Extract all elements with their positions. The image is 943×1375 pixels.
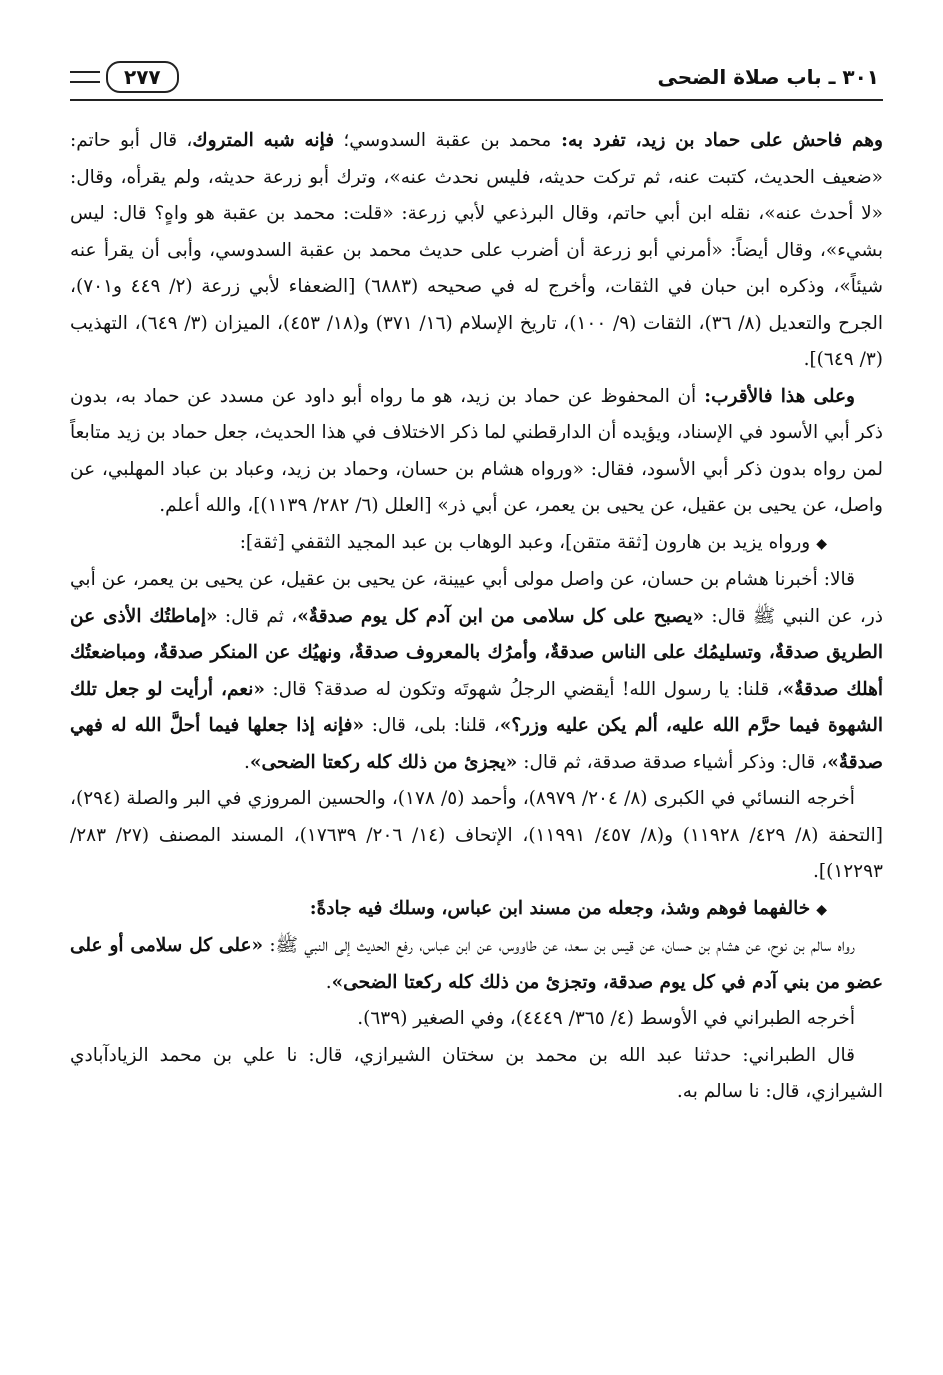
bold-text-segment: فإنه شبه المتروك	[192, 130, 335, 151]
paragraph-p3	[70, 525, 883, 563]
paragraph-p9	[70, 1038, 883, 1111]
text-segment: ورواه يزيد بن هارون [ثقة متقن]، وعبد الوهاب بن عبد المجيد الثقفي [ثقة]:	[239, 531, 811, 553]
bullet-icon: ◆	[816, 901, 827, 918]
chapter-title: ٣٠١ ـ باب صلاة الضحى	[657, 65, 879, 89]
text-segment: ، قلنا: بلى، قال:	[364, 715, 500, 736]
paragraph-p7	[70, 928, 883, 1001]
text-segment: قالا: أخبرنا هشام بن حسان، عن واصل مولى أبي عيينة، عن يحيى بن عقيل، عن يحيى بن يعمر، عن أبي ذر، عن النبي ﷺ قال:	[70, 569, 883, 627]
bold-text-segment: وهم فاحش على حماد بن زيد، تفرد به:	[551, 130, 883, 151]
paragraph-p5	[70, 781, 883, 891]
bold-text-segment: «يصبح على كل سلامى من ابن آدم كل يوم صدقةٌ»	[297, 605, 705, 627]
text-segment: ، قال: وذكر أشياء صدقة صدقة، ثم قال:	[517, 751, 828, 773]
page-number-ornament	[70, 61, 179, 93]
paragraph-p4	[70, 562, 883, 781]
page-body	[70, 123, 883, 1111]
bold-text-segment: وعلى هذا فالأقرب:	[696, 385, 855, 407]
text-segment: رواه سالم بن نوح، عن هشام بن حسان، عن قيس بن سعد، عن طاووس، عن ابن عباس، رفع الحديث إلى النبي ﷺ:	[263, 935, 855, 956]
bold-text-segment: خالفهما فوهم وشذ، وجعله من مسند ابن عباس، وسلك فيه جادةً:	[309, 897, 811, 919]
bold-text-segment: «على كل سلامى أو على عضو من بني آدم في كل يوم صدقة، وتجزئ من ذلك كله ركعتا الضحى»	[70, 935, 883, 993]
text-segment: .	[325, 971, 332, 993]
page-header	[70, 55, 883, 101]
ornament-lines	[70, 71, 100, 83]
bullet-icon: ◆	[816, 535, 827, 552]
paragraph-p2	[70, 379, 883, 525]
text-segment: أن المحفوظ عن حماد بن زيد، هو ما رواه أبو داود عن مسدد عن حماد به، بدون ذكر أبي الأسود في الإسناد، ويؤيده أن الدارقطني لما ذكر الاختلاف في هذا الحديث، جعل حماد بن زيد متابعاً لمن رواه بدون ذكر أبي الأسود، فقال: «ورواه هشام بن حسان، وحماد بن زيد، وعباد بن عباد المهلبي، عن واصل، عن يحيى بن عقيل، عن يحيى بن يعمر، عن أبي ذر» [العلل (٦/ ٢٨٢/ ١١٣٩)]، والله أعلم.	[70, 385, 883, 516]
text-segment: .	[244, 751, 250, 773]
paragraph-p1	[70, 123, 883, 379]
paragraph-p6	[70, 891, 883, 929]
paragraph-p8	[70, 1001, 883, 1038]
page-number: ٢٧٧	[106, 61, 179, 93]
bold-text-segment: «إماطتُك الأذى عن الطريق صدقةٌ، وتسليمُك على الناس صدقةٌ، وأمرُك بالمعروف صدقةٌ، ونهيُك عن المنكر صدقةٌ، ومباضعتُك أهلك صدقةٌ»	[70, 605, 884, 700]
bold-text-segment: «يجزئ من ذلك كله ركعتا الضحى»	[249, 751, 518, 773]
bold-text-segment: «نعم، أرأيت لو جعل تلك الشهوة فيما حرَّم الله عليه، ألم يكن عليه وزر؟»	[70, 678, 883, 736]
text-segment: محمد بن عقبة السدوسي؛	[334, 130, 552, 151]
text-segment: ، قال أبو حاتم: «ضعيف الحديث، كتبت عنه، ثم تركت حديثه، فليس نحدث عنه»، وترك أبو زرعة حديثه، ولم يقرأه، وقال: «لا أحدث عنه»، نقله ابن أبي حاتم، وقال البرذعي لأبي زرعة: «قلت: محمد بن عقبة هو واهٍ؟ قال: ليس بشيء»، وقال أيضاً: «أمرني أبو زرعة أن أضرب على حديث محمد بن عقبة السدوسي، وأبى أن يقرأ عنه شيئاً»، وذكره ابن حبان في الثقات، وأخرج له في صحيحه (٦٨٨٣) [الضعفاء لأبي زرعة (٢/ ٤٤٩ و٧٠١)، الجرح والتعديل (٨/ ٣٦)، الثقات (٩/ ١٠٠)، تاريخ الإسلام (١٦/ ٣٧١) و(١٨/ ٤٥٣)، الميزان (٣/ ٦٤٩)، التهذيب (٣/ ٦٤٩)].	[70, 130, 884, 370]
text-segment: أخرجه الطبراني في الأوسط (٤/ ٣٦٥/ ٤٤٤٩)، وفي الصغير (٦٣٩).	[357, 1008, 855, 1029]
book-page	[70, 55, 883, 1355]
text-segment: قال الطبراني: حدثنا عبد الله بن محمد بن سختان الشيرازي، قال: نا علي بن محمد الزيادآبادي الشيرازي، قال: نا سالم به.	[70, 1044, 883, 1102]
bold-text-segment: «فإنه إذا جعلها فيما أحلَّ الله له فهي صدقةٌ»	[70, 715, 883, 773]
text-segment: ، ثم قال:	[217, 605, 298, 627]
text-segment: أخرجه النسائي في الكبرى (٨/ ٢٠٤/ ٨٩٧٩)، وأحمد (٥/ ١٧٨)، والحسين المروزي في البر والصلة (٢٩٤)، [التحفة (٨/ ٤٢٩/ ١١٩٢٨) و(٨/ ٤٥٧/ ١١٩٩١)، الإتحاف (١٤/ ٢٠٦/ ١٧٦٣٩)، المسند المصنف (٢٧/ ٢٨٣/ ١٢٢٩٣)].	[70, 788, 883, 882]
text-segment: ، قلنا: يا رسول الله! أيقضي الرجلُ شهوتَه وتكون له صدقة؟ قال:	[264, 678, 783, 700]
